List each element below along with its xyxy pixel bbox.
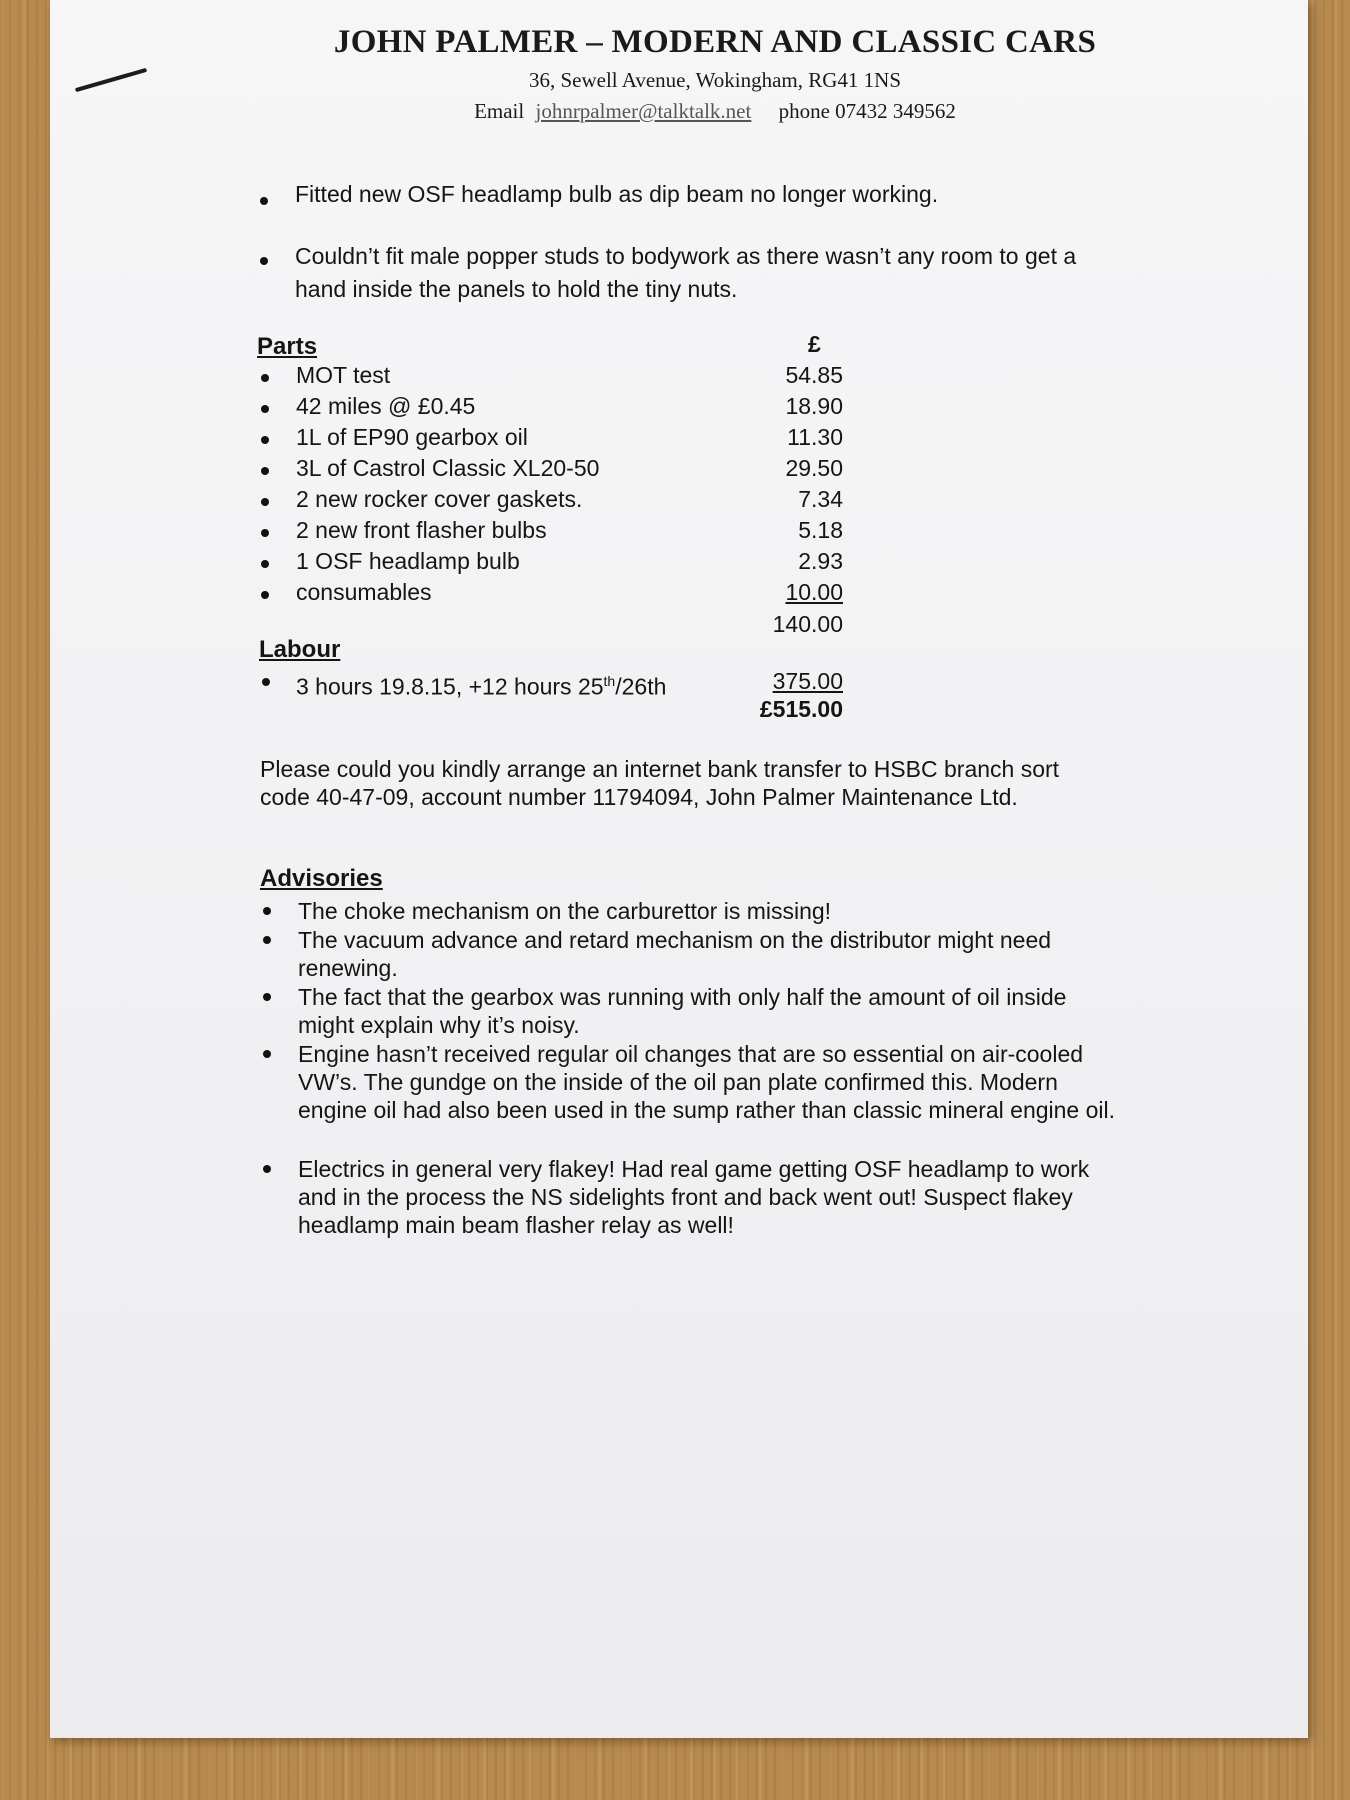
advisory-item: Engine hasn’t received regular oil changes that are so essential on air-cooled VW’s. The gundge on the inside of the oil pan plate confirmed this. Modern engine oil had also been used in the sump rather than classic mineral engine oil. bbox=[298, 1041, 1116, 1123]
part-amount: 54.85 bbox=[785, 362, 843, 388]
bullet bbox=[261, 467, 269, 475]
phone-number: phone 07432 349562 bbox=[778, 99, 956, 123]
labour-item-prefix: 3 hours 19.8.15, +12 hours 25 bbox=[296, 673, 604, 700]
email-link[interactable]: johnrpalmer@talktalk.net bbox=[535, 99, 752, 123]
part-label: consumables bbox=[296, 579, 432, 605]
labour-amount: 375.00 bbox=[772, 668, 843, 694]
bullet bbox=[263, 936, 271, 944]
part-label: 3L of Castrol Classic XL20-50 bbox=[296, 455, 600, 481]
bullet bbox=[263, 993, 271, 1001]
labour-item-suffix: /26th bbox=[615, 673, 667, 700]
bullet bbox=[261, 374, 269, 382]
part-amount: 18.90 bbox=[785, 393, 843, 419]
bullet bbox=[261, 529, 269, 537]
part-label: 1L of EP90 gearbox oil bbox=[296, 424, 528, 450]
email-label: Email bbox=[474, 99, 525, 123]
part-amount: 5.18 bbox=[798, 517, 843, 543]
bullet bbox=[261, 591, 269, 599]
labour-item-sup: th bbox=[603, 673, 616, 689]
note-item: Couldn’t fit male popper studs to bodywork as there wasn’t any room to get a hand inside the panels to hold the tiny nuts. bbox=[295, 243, 1077, 302]
bullet bbox=[261, 498, 269, 506]
parts-subtotal: 140.00 bbox=[772, 611, 843, 637]
advisory-item: Electrics in general very flakey! Had real game getting OSF headlamp to work and in the process the NS sidelights front and back went out! Suspect flakey headlamp main beam flasher relay as well! bbox=[298, 1156, 1090, 1238]
invoice-total: £515.00 bbox=[759, 696, 843, 722]
part-label: MOT test bbox=[296, 362, 391, 388]
advisories-heading: Advisories bbox=[260, 865, 383, 892]
currency-header: £ bbox=[808, 331, 821, 357]
part-amount: 11.30 bbox=[787, 424, 843, 450]
advisory-item: The fact that the gearbox was running with only half the amount of oil inside might explain why it’s noisy. bbox=[298, 984, 1067, 1038]
part-label: 1 OSF headlamp bulb bbox=[296, 548, 520, 574]
parts-heading: Parts bbox=[257, 333, 318, 360]
company-address: 36, Sewell Avenue, Wokingham, RG41 1NS bbox=[528, 68, 901, 92]
company-name: JOHN PALMER – MODERN AND CLASSIC CARS bbox=[333, 24, 1097, 60]
bullet bbox=[261, 436, 269, 444]
part-label: 2 new front flasher bulbs bbox=[296, 517, 547, 543]
note-item: Fitted new OSF headlamp bulb as dip beam no longer working. bbox=[295, 181, 939, 207]
advisory-item: The choke mechanism on the carburettor is missing! bbox=[298, 898, 832, 924]
bullet bbox=[260, 197, 268, 205]
part-amount: 2.93 bbox=[798, 548, 843, 574]
part-label: 2 new rocker cover gaskets. bbox=[296, 486, 583, 512]
payment-instructions: Please could you kindly arrange an internet bank transfer to HSBC branch sort code 40-47-09, account number 11794094, John Palmer Maintenance Ltd. bbox=[260, 756, 1060, 810]
part-amount: 10.00 bbox=[785, 579, 843, 605]
labour-heading: Labour bbox=[259, 636, 341, 663]
bullet bbox=[263, 1050, 271, 1058]
bullet bbox=[263, 1165, 271, 1173]
advisory-item: The vacuum advance and retard mechanism on the distributor might need renewing. bbox=[298, 927, 1052, 981]
labour-item bbox=[296, 667, 666, 701]
part-label: 42 miles @ £0.45 bbox=[296, 393, 476, 419]
part-amount: 7.34 bbox=[798, 486, 843, 512]
bullet bbox=[262, 678, 270, 686]
company-contact bbox=[40, 99, 1350, 124]
bullet bbox=[263, 907, 271, 915]
bullet bbox=[260, 257, 268, 265]
bullet bbox=[261, 405, 269, 413]
bullet bbox=[261, 560, 269, 568]
part-amount: 29.50 bbox=[785, 455, 843, 481]
